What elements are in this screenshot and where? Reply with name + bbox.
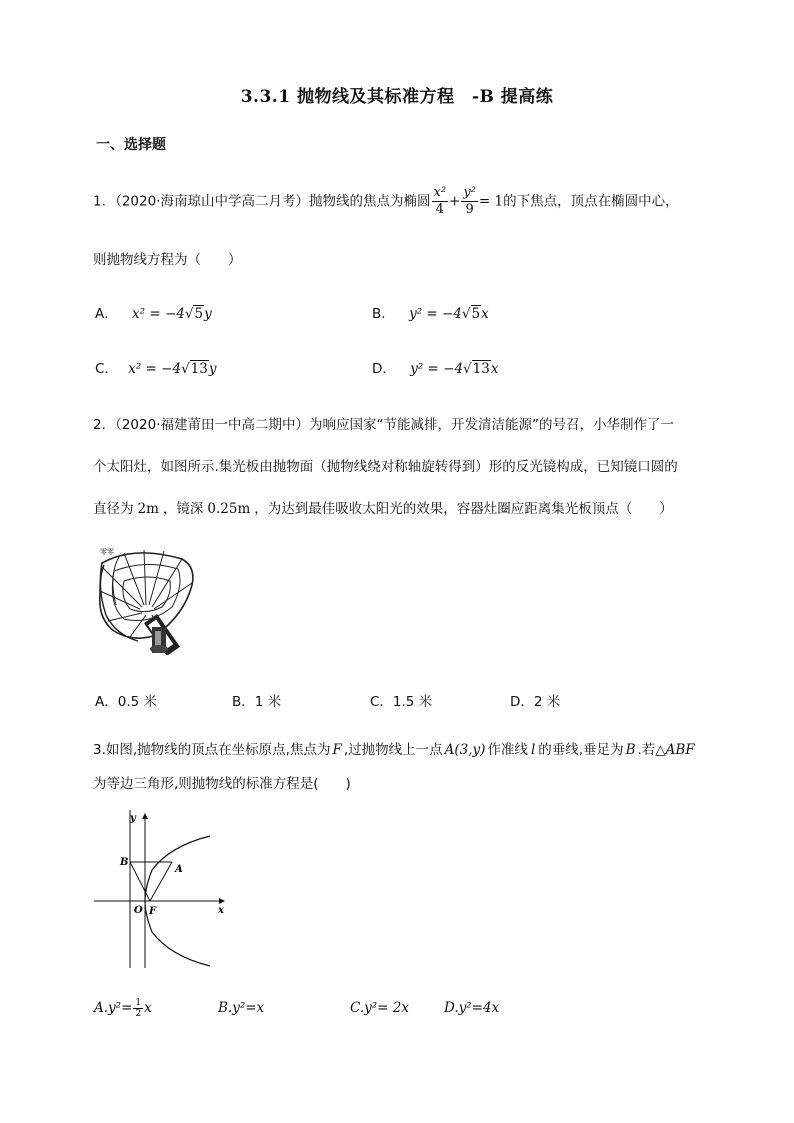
q2-line2: 个太阳灶，如图所示.集光板由抛物面（抛物线绕对称轴旋转得到）形的反光镜构成，已知镜口圆的	[93, 459, 678, 475]
fig-label-y: y	[130, 813, 136, 824]
fig-label-x: x	[218, 905, 224, 916]
q2-diameter-value: 2m	[137, 501, 159, 517]
q2-option-d[interactable]: D．2 米	[510, 694, 561, 710]
q1-option-d-label: D．	[372, 361, 396, 377]
q3-option-a-den: 2	[135, 1009, 142, 1019]
q1-option-c-var: y	[208, 361, 217, 377]
q1-option-d-rad: 13	[472, 361, 490, 377]
q1-option-b-lhs: y² = −4	[409, 306, 462, 322]
q3-line1-d: 的垂线,垂足为	[538, 742, 624, 758]
q1-frac2-den: 9	[465, 202, 474, 217]
q2-option-c[interactable]: C．1.5 米	[370, 694, 433, 710]
q1-option-b-var: x	[481, 306, 489, 322]
q3-triangle: ABF	[665, 742, 695, 758]
q1-option-d-expr: y² = −4√13x	[410, 361, 499, 377]
q1-frac1-num: x²	[433, 185, 447, 200]
q1-option-b[interactable]	[372, 302, 489, 322]
q3-line1-a: 3.如图,抛物线的顶点在坐标原点,焦点为	[93, 742, 331, 758]
q1-option-d-var: x	[490, 361, 499, 377]
q1-option-c-rad: 13	[190, 361, 208, 377]
q3-line1-b: ,过抛物线上一点	[343, 742, 443, 758]
fig-label-b: B	[120, 857, 129, 868]
q1-option-d-lhs: y² = −4	[410, 361, 464, 377]
q1-fraction-x	[432, 185, 449, 218]
section-heading: 一、选择题	[96, 137, 166, 153]
q2-line3	[93, 497, 673, 517]
q3-line2: 为等边三角形,则抛物线的标准方程是( )	[93, 776, 351, 792]
q1-eq-one: = 1	[478, 193, 504, 210]
q1-option-a-rad: 5	[194, 306, 204, 322]
q3-line1-c: 作准线	[487, 742, 528, 758]
q1-option-d[interactable]	[372, 357, 498, 377]
q1-frac1-den: 4	[435, 202, 444, 217]
q1-option-c[interactable]	[95, 357, 217, 377]
q2-line1: 2．（2020·福建莆田一中高二期中）为响应国家“节能减排，开发清洁能源”的号召，小华制作了一	[93, 417, 674, 433]
q3-line1-e: .若△	[637, 742, 666, 758]
q1-fraction-y	[461, 185, 478, 218]
q3-option-a[interactable]	[94, 998, 152, 1019]
q1-text-pre: 1．（2020·海南琼山中学高二月考）抛物线的焦点为椭圆	[93, 193, 431, 210]
q3-line1	[93, 738, 695, 758]
q3-option-a-pre: A.y²=	[94, 1000, 133, 1016]
q3-option-d[interactable]: D.y²=4x	[444, 1000, 500, 1016]
q1-frac2-num: y²	[463, 185, 476, 200]
q1-text-post: 的下焦点，顶点在椭圆中心，	[503, 193, 679, 210]
parabola-figure	[90, 808, 240, 973]
q3-focus-f: F	[332, 742, 342, 758]
q1-option-b-label: B．	[372, 306, 395, 322]
q1-option-a-var: y	[204, 306, 212, 322]
q2-line3-a: 直径为	[93, 501, 134, 517]
q3-point-b: B	[625, 742, 636, 758]
q2-depth-value: 0.25m	[207, 501, 251, 517]
q3-option-a-var: x	[144, 1000, 152, 1016]
q1-option-a-lhs: x² = −4	[132, 306, 185, 322]
q3-option-b[interactable]: B.y²=x	[218, 1000, 265, 1016]
q2-option-a[interactable]: A．0.5 米	[95, 694, 157, 710]
q1-option-a[interactable]	[95, 302, 212, 322]
q3-option-c[interactable]: C.y²= 2x	[350, 1000, 409, 1016]
fig-label-f: F	[149, 906, 157, 917]
q1-option-c-expr: x² = −4√13y	[128, 361, 217, 377]
q1-plus: +	[449, 193, 461, 210]
q2-line3-c: ，为达到最佳吸收太阳光的效果，容器灶圈应距离集光板顶点（ ）	[254, 501, 673, 517]
q1-option-a-label: A．	[95, 306, 118, 322]
q2-line3-b: ，镜深	[162, 501, 204, 517]
q3-point-a: A(3,y)	[444, 742, 486, 758]
q1-option-a-expr: x² = −4√5y	[132, 306, 212, 322]
solar-cooker-figure	[94, 545, 204, 655]
q2-option-b[interactable]: B．1 米	[232, 694, 282, 710]
fig-label-o: O	[134, 905, 143, 916]
fig-label-a: A	[175, 864, 183, 875]
q1-option-c-lhs: x² = −4	[128, 361, 182, 377]
page-title: 3.3.1 抛物线及其标准方程 -B 提高练	[240, 87, 554, 107]
q3-option-a-frac	[133, 998, 143, 1019]
q1-option-b-rad: 5	[471, 306, 481, 322]
q1-line2: 则抛物线方程为（ ）	[93, 252, 242, 268]
q1-line1	[93, 185, 679, 218]
solar-cooker-logo: 零零	[100, 548, 114, 556]
q3-option-a-num: 1	[135, 998, 142, 1008]
q1-option-b-expr: y² = −4√5x	[409, 306, 489, 322]
q3-line-l: l	[530, 742, 536, 758]
q1-option-c-label: C．	[95, 361, 118, 377]
